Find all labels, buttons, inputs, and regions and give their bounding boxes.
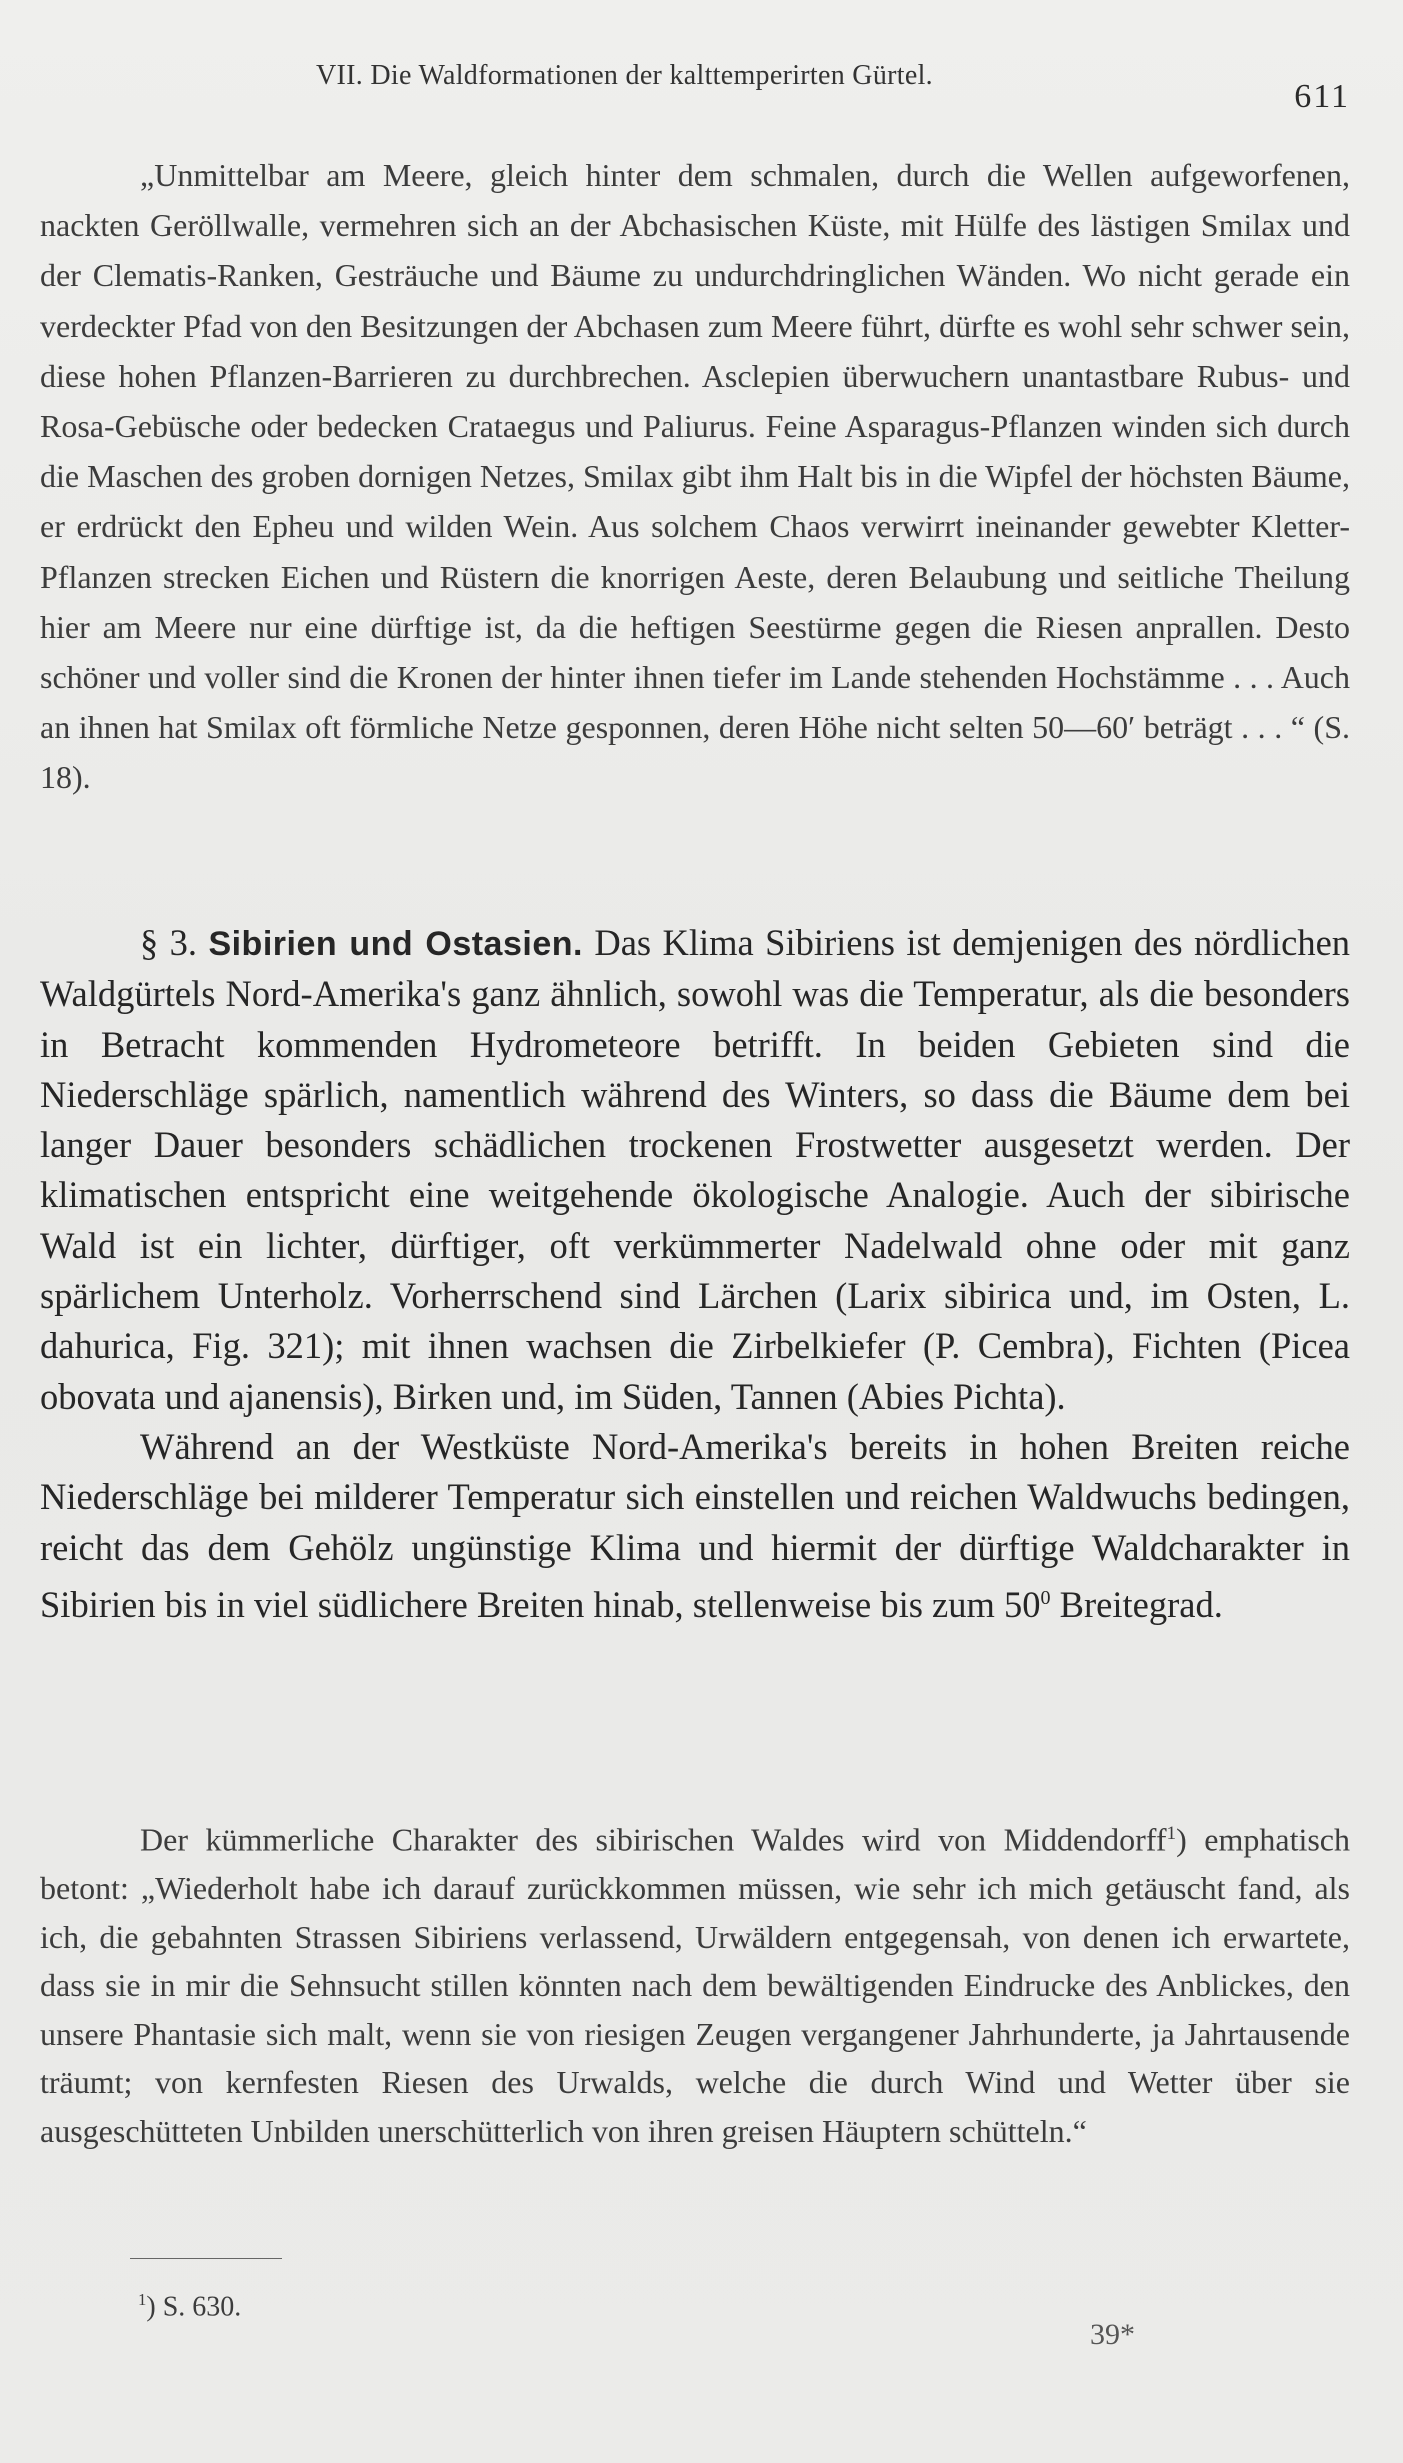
section-paragraph-2 — [40, 1422, 1350, 1630]
page-header — [316, 60, 1356, 115]
footnote-marker: 1 — [138, 2290, 147, 2309]
section-paragraph-2-text: Während an der Westküste Nord-Amerika's bereits in hohen Breiten reiche Niederschläge bei milderer Temperatur sich einstellen und reichen Waldwuchs bedingen, reicht das dem Gehölz ungünstige Klima und hiermit der dürftige Waldcharakter in Sibirien bis in viel südlichere Breiten hinab, stellenweise bis zum 50 — [40, 1425, 1350, 1626]
section-paragraph-1 — [40, 918, 1350, 1422]
footnote — [138, 2290, 241, 2323]
section-number: § 3. — [140, 922, 198, 963]
quote-paragraph: „Unmittelbar am Meere, gleich hinter dem schmalen, durch die Wellen aufgeworfenen, nackten Geröllwalle, vermehren sich an der Abchasischen Küste, mit Hülfe des lästigen Smilax und der Clematis-Ranken, Gesträuche und Bäume zu undurchdringlichen Wänden. Wo nicht gerade ein verdeckter Pfad von den Besitzungen der Abchasen zum Meere führt, dürfte es wohl sehr schwer sein, diese hohen Pflanzen-Barrieren zu durchbrechen. Asclepien überwuchern unantastbare Rubus- und Rosa-Gebüsche oder bedecken Crataegus und Paliurus. Feine Asparagus-Pflanzen winden sich durch die Maschen des groben dornigen Netzes, Smilax gibt ihm Halt bis in die Wipfel der höchsten Bäume, er erdrückt den Epheu und wilden Wein. Aus solchem Chaos verwirrt ineinander gewebter Kletter-Pflanzen strecken Eichen und Rüstern die knorrigen Aeste, deren Belaubung und seitliche Theilung hier am Meere nur eine dürftige ist, da die heftigen Seestürme gegen die Riesen anprallen. Desto schöner und voller sind die Kronen der hinter ihnen tiefer im Lande stehenden Hochstämme . . . Auch an ihnen hat Smilax oft förmliche Netze gesponnen, deren Höhe nicht selten 50—60′ beträgt . . . “ (S. 18). — [40, 157, 1350, 796]
running-head: VII. Die Waldformationen der kalttemperirten Gürtel. — [316, 60, 933, 91]
footnote-ref: 1 — [1166, 1823, 1177, 1844]
section-paragraph-1-text: Das Klima Sibiriens ist demjenigen des nördlichen Waldgürtels Nord-Amerika's ganz ähnlich, sowohl was die Temperatur, als die besonders in Betracht kommenden Hydrometeore betrifft. In beiden Gebieten sind die Niederschläge spärlich, namentlich während des Winters, so dass die Bäume dem bei langer Dauer besonders schädlichen trockenen Frostwetter ausgesetzt werden. Der klimatischen entspricht eine weitgehende ökologische Analogie. Auch der sibirische Wald ist ein lichter, dürftiger, oft verkümmerter Nadelwald ohne oder mit ganz spärlichem Unterholz. Vorherrschend sind Lärchen (Larix sibirica und, im Osten, L. dahurica, Fig. 321); mit ihnen wachsen die Zirbelkiefer (P. Cembra), Fichten (Picea obovata und ajanensis), Birken und, im Süden, Tannen (Abies Pichta). — [40, 922, 1351, 1417]
page-number: 611 — [1294, 78, 1350, 115]
main-text — [40, 918, 1350, 1630]
section-paragraph-2-end: Breitegrad. — [1050, 1584, 1223, 1626]
small-print-block — [40, 1810, 1350, 2155]
footnote-rule — [130, 2258, 282, 2259]
footnote-text: ) S. 630. — [146, 2291, 242, 2323]
small-paragraph — [40, 1810, 1350, 2155]
quote-block — [40, 150, 1350, 803]
signature-mark: 39* — [1090, 2318, 1135, 2351]
section-heading: Sibirien und Ostasien. — [208, 925, 583, 963]
small-paragraph-rest: ) emphatisch betont: „Wiederholt habe ich darauf zurückkommen müssen, wie sehr ich mich getäuscht fand, als ich, die gebahnten Strassen Sibiriens verlassend, Urwäldern entgegensah, von denen ich erwartete, dass sie in mir die Sehnsucht stillen könnten nach dem bewältigenden Eindrucke des Anblickes, den unsere Phantasie sich malt, wenn sie von riesigen Zeugen vergangener Jahrhunderte, ja Jahrtausende träumt; von kernfesten Riesen des Urwalds, welche die durch Wind und Wetter über sie ausgeschütteten Unbilden unerschütterlich von ihren greisen Häuptern schütteln.“ — [40, 1821, 1350, 2149]
small-paragraph-start: Der kümmerliche Charakter des sibirischen Waldes wird von Middendorff — [140, 1821, 1167, 1858]
degree-mark: 0 — [1040, 1586, 1051, 1609]
